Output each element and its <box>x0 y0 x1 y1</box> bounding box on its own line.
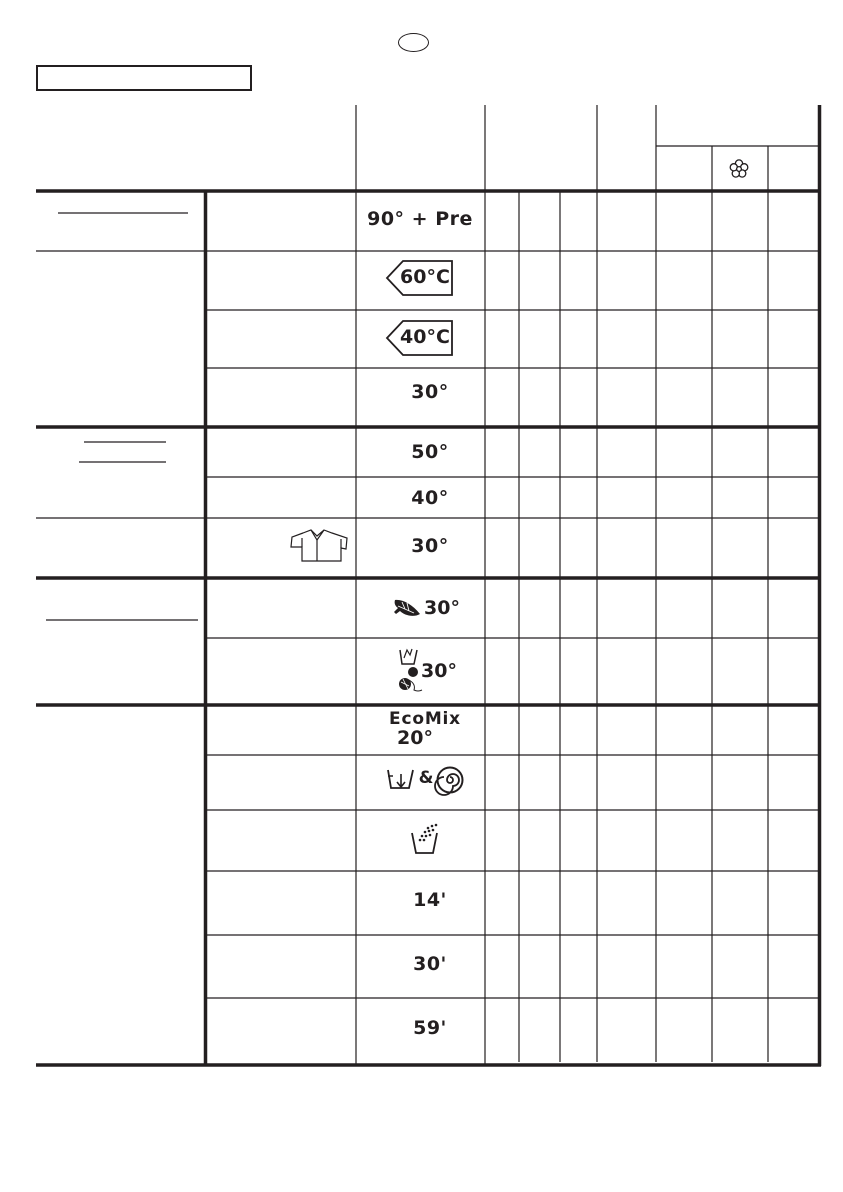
temp-label-row-2: 60°C <box>400 266 450 288</box>
temp-label-row-9: 30° <box>421 660 457 682</box>
drain-spin-ampersand: & <box>418 768 434 788</box>
temp-label-row-4: 30° <box>411 381 449 403</box>
duration-label-row-13: 14' <box>413 889 447 911</box>
temp-label-row-8: 30° <box>424 597 460 619</box>
rinse-shower-icon <box>412 824 437 853</box>
feather-wool-icon <box>394 600 420 616</box>
ecomix-temp-label: 20° <box>397 727 433 749</box>
shirt-icon <box>291 530 347 561</box>
temp-label-row-7: 30° <box>411 535 449 557</box>
flower-softener-icon <box>730 160 748 177</box>
temp-label-row-3: 40°C <box>400 326 450 348</box>
temp-label-row-5: 50° <box>411 441 449 463</box>
temp-label-row-6: 40° <box>411 487 449 509</box>
ecomix-label: EcoMix <box>389 709 461 729</box>
duration-label-row-15: 59' <box>413 1017 447 1039</box>
temp-label-row-1: 90° + Pre <box>367 208 473 230</box>
duration-label-row-14: 30' <box>413 953 447 975</box>
